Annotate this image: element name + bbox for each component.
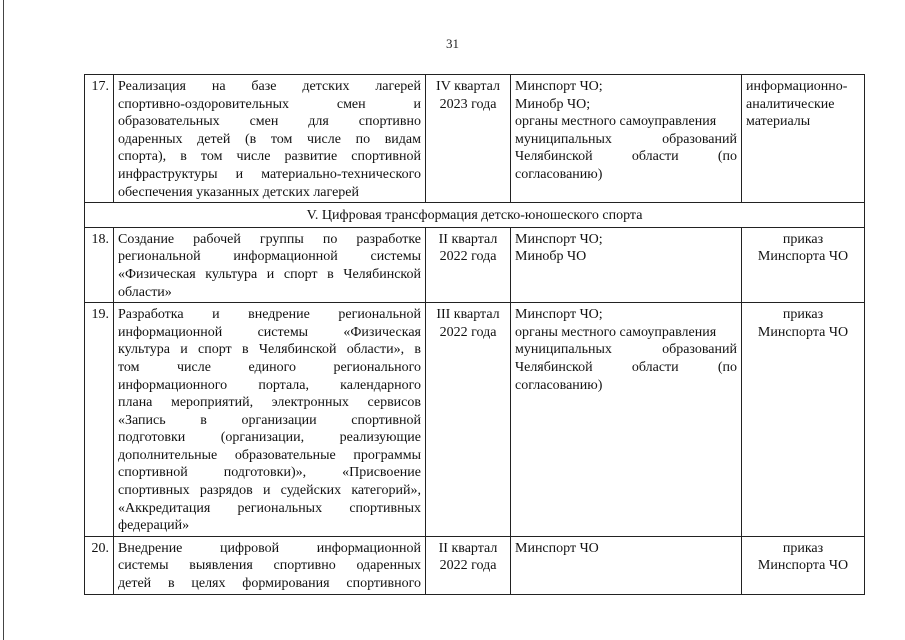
measure-description: Создание рабочей группы по разработке региональной информационной системы «Физическая культура и спорт в Челябинской области»: [114, 227, 426, 302]
table-row: [85, 227, 865, 302]
page-number: 31: [446, 36, 459, 51]
expected-result: приказ Минспорта ЧО: [742, 303, 865, 537]
section-header-row: [85, 203, 865, 228]
expected-result: приказ Минспорта ЧО: [742, 227, 865, 302]
row-number: 19.: [85, 303, 114, 537]
deadline: IV квартал 2023 года: [426, 75, 511, 203]
measure-description: Разработка и внедрение региональной информационной системы «Физическая культура и спорт в Челябинской области», в том числе единого регионального информационного портала, календарного плана мероприятий, электронных сервисов «Запись в организации спортивной подготовки (организации, реализующие дополнительные образовательные программы спортивной подготовки)», «Присвоение спортивных разрядов и судейских категорий», «Аккредитация региональных спортивных федераций»: [114, 303, 426, 537]
measure-description: Реализация на базе детских лагерей спортивно-оздоровительных смен и образовательных смен для спортивно одаренных детей (в том числе по видам спорта), в том числе развитие спортивной инфраструктуры и материально-технического обеспечения указанных детских лагерей: [114, 75, 426, 203]
section-title: V. Цифровая трансформация детско-юношеского спорта: [85, 203, 865, 228]
expected-result: приказ Минспорта ЧО: [742, 536, 865, 594]
table-row: [85, 536, 865, 594]
responsible-executors: Минспорт ЧО; Минобр ЧО; органы местного самоуправления муниципальных образований Челябинской области (по согласованию): [511, 75, 742, 203]
table-row: [85, 75, 865, 203]
action-plan-table: [84, 74, 865, 595]
deadline: II квартал 2022 года: [426, 536, 511, 594]
table-row: [85, 303, 865, 537]
deadline: II квартал 2022 года: [426, 227, 511, 302]
row-number: 17.: [85, 75, 114, 203]
responsible-executors: Минспорт ЧО; органы местного самоуправления муниципальных образований Челябинской области (по согласованию): [511, 303, 742, 537]
measure-description: Внедрение цифровой информационной системы выявления спортивно одаренных детей в целях формирования спортивного: [114, 536, 426, 594]
responsible-executors: Минспорт ЧО; Минобр ЧО: [511, 227, 742, 302]
responsible-executors: Минспорт ЧО: [511, 536, 742, 594]
row-number: 20.: [85, 536, 114, 594]
row-number: 18.: [85, 227, 114, 302]
deadline: III квартал 2022 года: [426, 303, 511, 537]
scan-left-edge: [3, 0, 4, 640]
expected-result: информационно- аналитические материалы: [742, 75, 865, 203]
